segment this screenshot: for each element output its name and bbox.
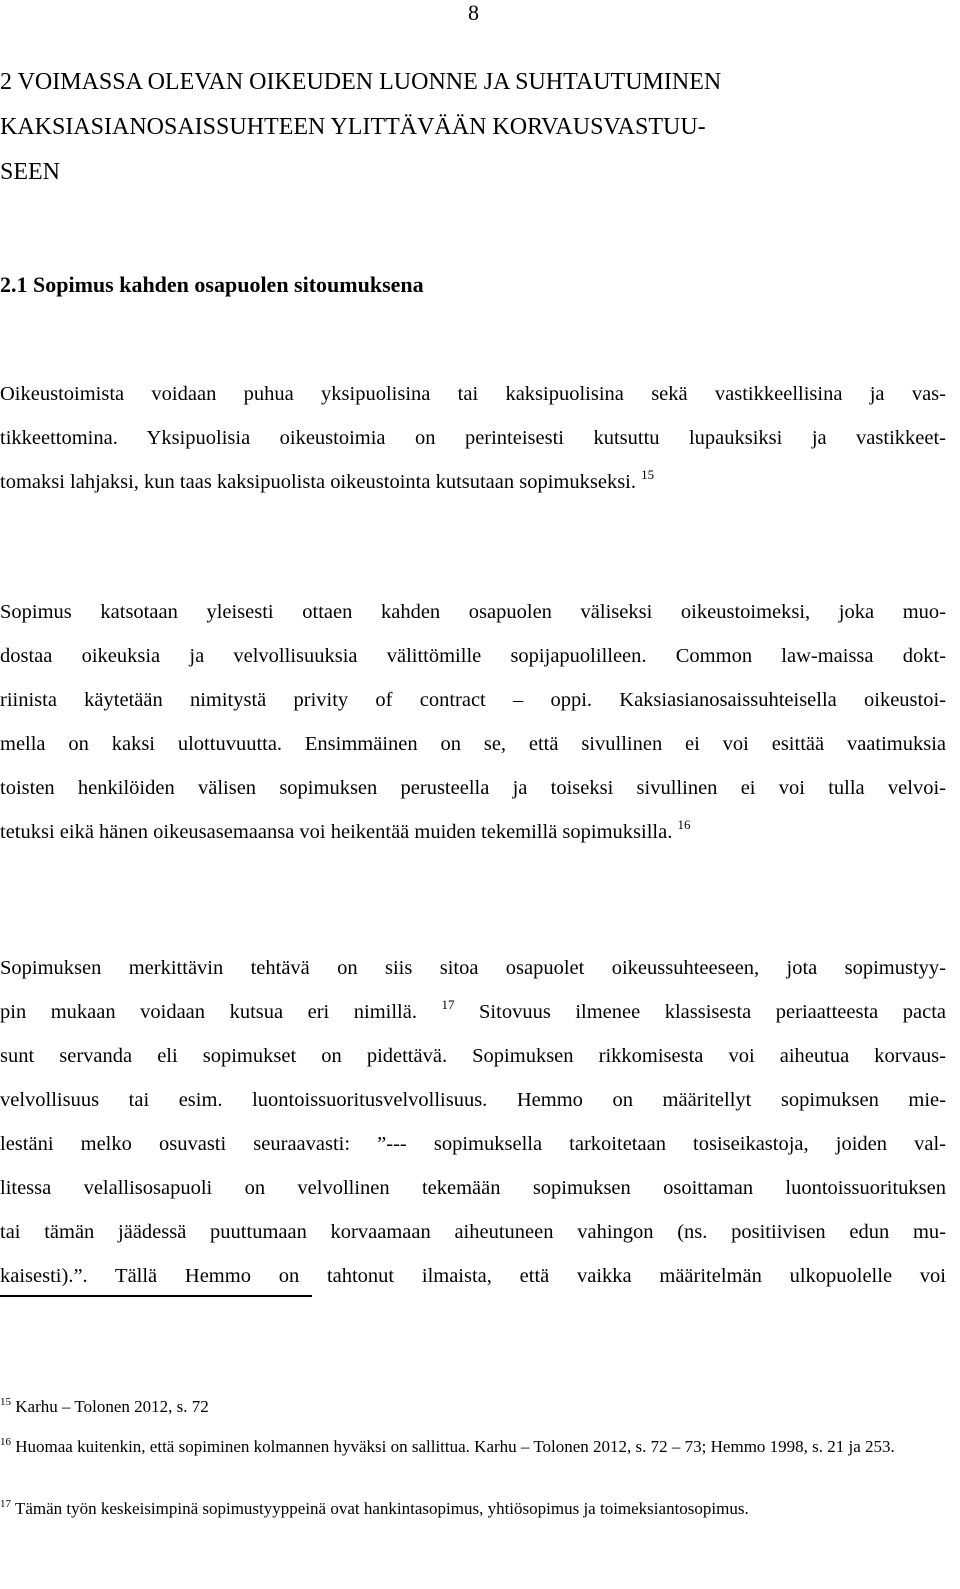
paragraph-2 [0, 590, 946, 854]
footnote-text: Karhu – Tolonen 2012, s. 72 [11, 1397, 209, 1416]
footnote-reference[interactable]: 16 [677, 817, 691, 832]
paragraph-line: tai tämän jäädessä puuttumaan korvaamaan aiheutuneen vahingon (ns. positiivisen edun mu- [0, 1221, 946, 1243]
paragraph-text: tetuksi eikä hänen oikeusasemaansa voi heikentää muiden tekemillä sopimuksilla. [0, 821, 673, 843]
paragraph-3 [0, 946, 946, 1298]
paragraph-text: tomaksi lahjaksi, kun taas kaksipuolista oikeustointa kutsutaan sopimukseksi. [0, 471, 637, 493]
paragraph-line: tikkeettomina. Yksipuolisia oikeustoimia on perinteisesti kutsuttu lupauksiksi ja vastikkeet- [0, 427, 946, 449]
paragraph-line: dostaa oikeuksia ja velvollisuuksia välittömille sopijapuolilleen. Common law-maissa dokt- [0, 645, 946, 667]
footnote-text: Tämän työn keskeisimpinä sopimustyyppeinä ovat hankintasopimus, yhtiösopimus ja toimeksiantosopimus. [11, 1499, 749, 1518]
paragraph-1 [0, 372, 946, 504]
paragraph-line: litessa velallisosapuoli on velvollinen tekemään sopimuksen osoittaman luontoissuorituksen [0, 1177, 946, 1199]
footnote [0, 1436, 946, 1457]
paragraph-line: Sopimuksen merkittävin tehtävä on siis sitoa osapuolet oikeussuhteeseen, jota sopimustyy- [0, 957, 946, 979]
paragraph-line: Oikeustoimista voidaan puhua yksipuolisina tai kaksipuolisina sekä vastikkeellisina ja vas- [0, 383, 946, 405]
footnote-number: 16 [0, 1436, 11, 1448]
paragraph-line [0, 810, 946, 854]
footnote-reference[interactable]: 17 [441, 997, 455, 1012]
chapter-title-line: 2 VOIMASSA OLEVAN OIKEUDEN LUONNE JA SUHTAUTUMINEN [0, 69, 722, 95]
footnote [0, 1498, 946, 1519]
paragraph-line: riinista käytetään nimitystä privity of contract – oppi. Kaksiasianosaissuhteisella oikeustoi- [0, 689, 946, 711]
chapter-title-line: KAKSIASIANOSAISSUHTEEN YLITTÄVÄÄN KORVAUSVASTUU- [0, 114, 706, 140]
footnote-divider [0, 1295, 312, 1297]
paragraph-text: Sitovuus ilmenee klassisesta periaatteesta pacta [454, 1001, 947, 1023]
footnote [0, 1396, 946, 1417]
paragraph-line: mella on kaksi ulottuvuutta. Ensimmäinen on se, että sivullinen ei voi esittää vaatimuksia [0, 733, 946, 755]
paragraph-text: pin mukaan voidaan kutsua eri nimillä. [0, 1001, 417, 1023]
paragraph-line: lestäni melko osuvasti seuraavasti: ”--- sopimuksella tarkoitetaan tosiseikastoja, joiden val- [0, 1133, 946, 1155]
paragraph-line: toisten henkilöiden välisen sopimuksen perusteella ja toiseksi sivullinen ei voi tulla velvoi- [0, 777, 946, 799]
footnote-number: 17 [0, 1498, 11, 1510]
paragraph-line: kaisesti).”. Tällä Hemmo on tahtonut ilmaista, että vaikka määritelmän ulkopuolelle voi [0, 1265, 946, 1287]
footnote-text: Huomaa kuitenkin, että sopiminen kolmannen hyväksi on sallittua. Karhu – Tolonen 2012, s. 72 – 73; Hemmo 1998, s. 21 ja 253. [11, 1437, 895, 1456]
footnote-number: 15 [0, 1396, 11, 1408]
section-title: 2.1 Sopimus kahden osapuolen sitoumuksena [0, 272, 424, 297]
page-number: 8 [468, 0, 479, 25]
paragraph-line [0, 990, 946, 1034]
paragraph-line [0, 460, 946, 504]
chapter-title-line: SEEN [0, 159, 60, 185]
paragraph-line: velvollisuus tai esim. luontoissuoritusvelvollisuus. Hemmo on määritellyt sopimuksen mie- [0, 1089, 946, 1111]
chapter-title [0, 60, 946, 195]
paragraph-line: Sopimus katsotaan yleisesti ottaen kahden osapuolen väliseksi oikeustoimeksi, joka muo- [0, 601, 946, 623]
footnote-reference[interactable]: 15 [641, 467, 655, 482]
paragraph-line: sunt servanda eli sopimukset on pidettävä. Sopimuksen rikkomisesta voi aiheutua korvaus- [0, 1045, 946, 1067]
